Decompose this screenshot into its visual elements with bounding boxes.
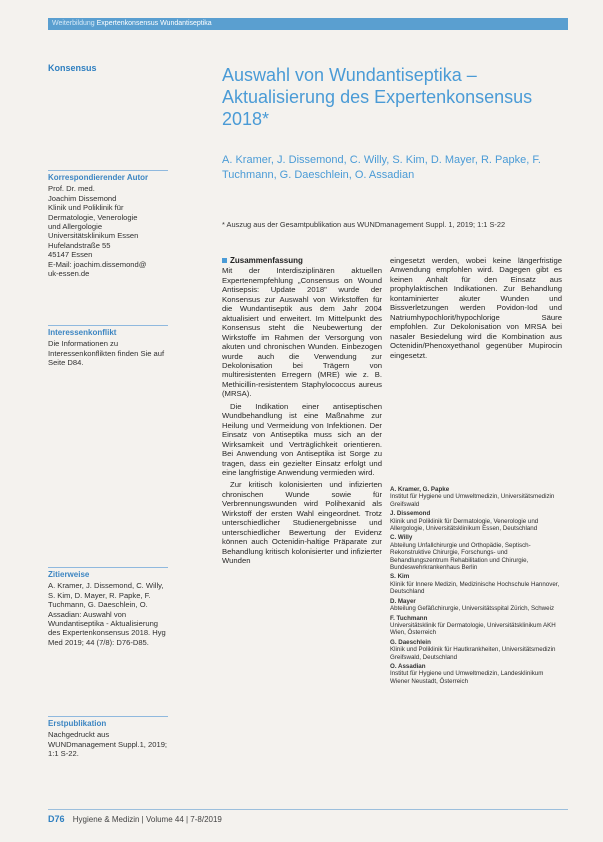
affiliation-name: A. Kramer, G. Papke: [390, 486, 450, 493]
affiliation-item: [390, 534, 562, 571]
citation-heading: Zitierweise: [48, 570, 90, 579]
affiliation-name: J. Dissemond: [390, 510, 431, 518]
footer-rule: [48, 809, 568, 810]
affiliation-text: Institut für Hygiene und Umweltmedizin, Landesklinikum Wiener Neustadt, Österreich: [390, 670, 544, 685]
affiliations-list: [390, 486, 562, 687]
abstract-paragraph: Mit der Interdisziplinären aktuellen Expertenempfehlung „Consensus on Wound Antisepsis: Update 2018" wurde der Konsensus zur Auswahl von Wirkstoffen für die Wundantiseptik aus dem Jahr 2004 aktualisiert und erweitert. Im Mittelpunkt des Konsensus steht die Neubewertung der Wirkstoffe im Rahmen der Versorgung von akuten und chronischen Wunden. Einbezogen wurde auch die Verwendung zur Dekolonisation bei Trägern von multiresistenten Erregern (MRE) wie z. B. Methicillin-resistentem Staphylococcus aureus (MRSA).: [222, 266, 382, 399]
article-authors: A. Kramer, J. Dissemond, C. Willy, S. Kim, D. Mayer, R. Papke, F. Tuchmann, G. Daeschlein, O. Assadian: [222, 154, 541, 181]
reprint-text: Nachgedruckt aus WUNDmanagement Suppl.1, 2019; 1:1 S-22.: [48, 730, 168, 759]
affiliation-item: [390, 510, 562, 532]
reprint-section: [48, 716, 168, 759]
square-bullet-icon: [222, 258, 227, 263]
affiliation-item: [390, 598, 562, 613]
affiliation-item: [390, 615, 562, 637]
abstract-column-right: [390, 256, 562, 363]
article-title: Auswahl von Wundantiseptika – Aktualisierung des Expertenkonsensus 2018*: [222, 65, 533, 129]
section-header: [48, 18, 568, 29]
section-sublabel: Expertenkonsensus Wundantiseptika: [96, 20, 212, 27]
page-footer: [48, 814, 222, 824]
abstract-paragraph: eingesetzt werden, wobei keine längerfristige Anwendung empfohlen wird. Dagegen gibt es keinen Anhalt für den Einsatz aus prophylaktischen Indikationen. Zur Behandlung kontaminierter akuter Wunden und Bissverletzungen werden Povidon-Iod und Natriumhypochlorit/hypochlorige Säure empfohlen. Zur Dekolonisation von MRSA bei nasaler Besiedelung wird die Kombination aus Octenidin/Phenoxyethanol gegenüber Mupirocin eingesetzt.: [390, 256, 562, 360]
affiliation-name: S. Kim: [390, 573, 410, 581]
reprint-heading: Erstpublikation: [48, 719, 107, 728]
affiliation-text: Klinik und Poliklinik für Hautkrankheiten, Universitätsmedizin Greifswald, Deutschland: [390, 646, 556, 661]
affiliation-text: Universitätsklinik für Dermatologie, Universitätsklinikum AKH Wien, Österreich: [390, 621, 556, 637]
corresponding-author-heading: Korrespondierender Autor: [48, 173, 149, 182]
header-rule: [48, 29, 568, 30]
affiliation-name: G. Daeschlein: [390, 638, 431, 646]
abstract-heading-text: Zusammenfassung: [230, 256, 303, 265]
conflict-heading: Interessenkonflikt: [48, 328, 117, 337]
affiliation-name: F. Tuchmann: [390, 614, 428, 622]
affiliation-item: [390, 639, 562, 661]
korr-line: Dermatologie, Venerologie: [48, 212, 138, 222]
affiliation-text: Abteilung Gefäßchirurgie, Universitätsspital Zürich, Schweiz: [390, 605, 555, 613]
article-footnote: * Auszug aus der Gesamtpublikation aus WUNDmanagement Suppl. 1, 2019; 1:1 S-22: [222, 220, 506, 229]
affiliation-text: Abteilung Unfallchirurgie und Orthopädie, Septisch-Rekonstruktive Chirurgie, Forschungs- und Behandlungszentrum Rehabilitation und Chirurgie, Bundeswehrkrankenhaus Berlin: [390, 541, 531, 572]
abstract-column-left: [222, 256, 382, 569]
korr-line: Universitätsklinikum Essen: [48, 231, 139, 241]
affiliation-text: Klinik für Innere Medizin, Medizinische Hochschule Hannover, Deutschland: [390, 580, 560, 596]
corresponding-author-box: [48, 170, 168, 278]
conflict-box: [48, 325, 168, 368]
abstract-heading: [222, 256, 382, 265]
abstract-paragraph: Die Indikation einer antiseptischen Wundbehandlung ist eine Maßnahme zur Heilung und Vermeidung von Infektionen. Der Einsatz von Antiseptika muss sich an der Wirksamkeit und Verträglichkeit orientieren. Bei Anwendung von Antiseptika ist Sorge zu tragen, dass ein gezielter Einsatz erfolgt und eine langfristige Anwendung vermieden wird.: [222, 401, 382, 477]
corresponding-author-section: [48, 170, 168, 278]
korr-email-line[interactable]: uk-essen.de: [48, 269, 90, 279]
affiliation-item: [390, 573, 562, 595]
abstract-paragraph: Zur kritisch kolonisierten und infizierten chronischen Wunde sowie für Verbrennungswunden wird Polihexanid als Wirkstoff der ersten Wahl eingeordnet. Trotz unterschiedlicher Studienergebnisse und unterschiedlicher Bewertung der Evidenz können auch Octenidin-haltige Präparate zur Behandlung kritisch kolonisierter und infizierter Wunden: [222, 480, 382, 566]
affiliation-text: Klinik und Poliklinik für Dermatologie, Venerologie und Allergologie, Universitätsklinikum Essen, Deutschland: [390, 517, 539, 533]
affiliation-name: D. Mayer: [390, 597, 416, 605]
citation-text: A. Kramer, J. Dissemond, C. Willy, S. Kim, D. Mayer, R. Papke, F. Tuchmann, G. Daeschlein, O. Assadian: Auswahl von Wundantiseptika - Aktualisierung des Expertenkonsensus 2018. Hyg Med 2019; 44 (7/8): D76-D85.: [48, 581, 166, 647]
korr-email-line[interactable]: E-Mail: joachim.dissemond@: [48, 259, 147, 269]
journal-name: Hygiene & Medizin | Volume 44 | 7-8/2019: [72, 815, 222, 824]
affiliation-name: C. Willy: [390, 534, 413, 542]
conflict-section: [48, 325, 168, 368]
reprint-box: [48, 716, 168, 759]
conflict-text: Die Informationen zu Interessenkonflikten finden Sie auf Seite D84.: [48, 339, 165, 368]
korr-line: Hufelandstraße 55: [48, 240, 111, 250]
affiliation-item: [390, 663, 562, 685]
affiliation-text: Institut für Hygiene und Umweltmedizin, Universitätsmedizin Greifswald: [390, 493, 555, 508]
citation-box: [48, 567, 168, 647]
affiliation-item: [390, 486, 562, 508]
korr-line: und Allergologie: [48, 222, 103, 232]
affiliation-name: O. Assadian: [390, 662, 426, 670]
korr-line: 45147 Essen: [48, 250, 93, 260]
korr-line: Prof. Dr. med.: [48, 184, 95, 194]
category-label: Konsensus: [48, 63, 97, 73]
citation-section: [48, 567, 168, 647]
korr-line: Klinik und Poliklinik für: [48, 203, 124, 213]
page-number: D76: [48, 814, 65, 824]
korr-line: Joachim Dissemond: [48, 193, 117, 203]
section-label: Weiterbildung: [52, 20, 95, 27]
